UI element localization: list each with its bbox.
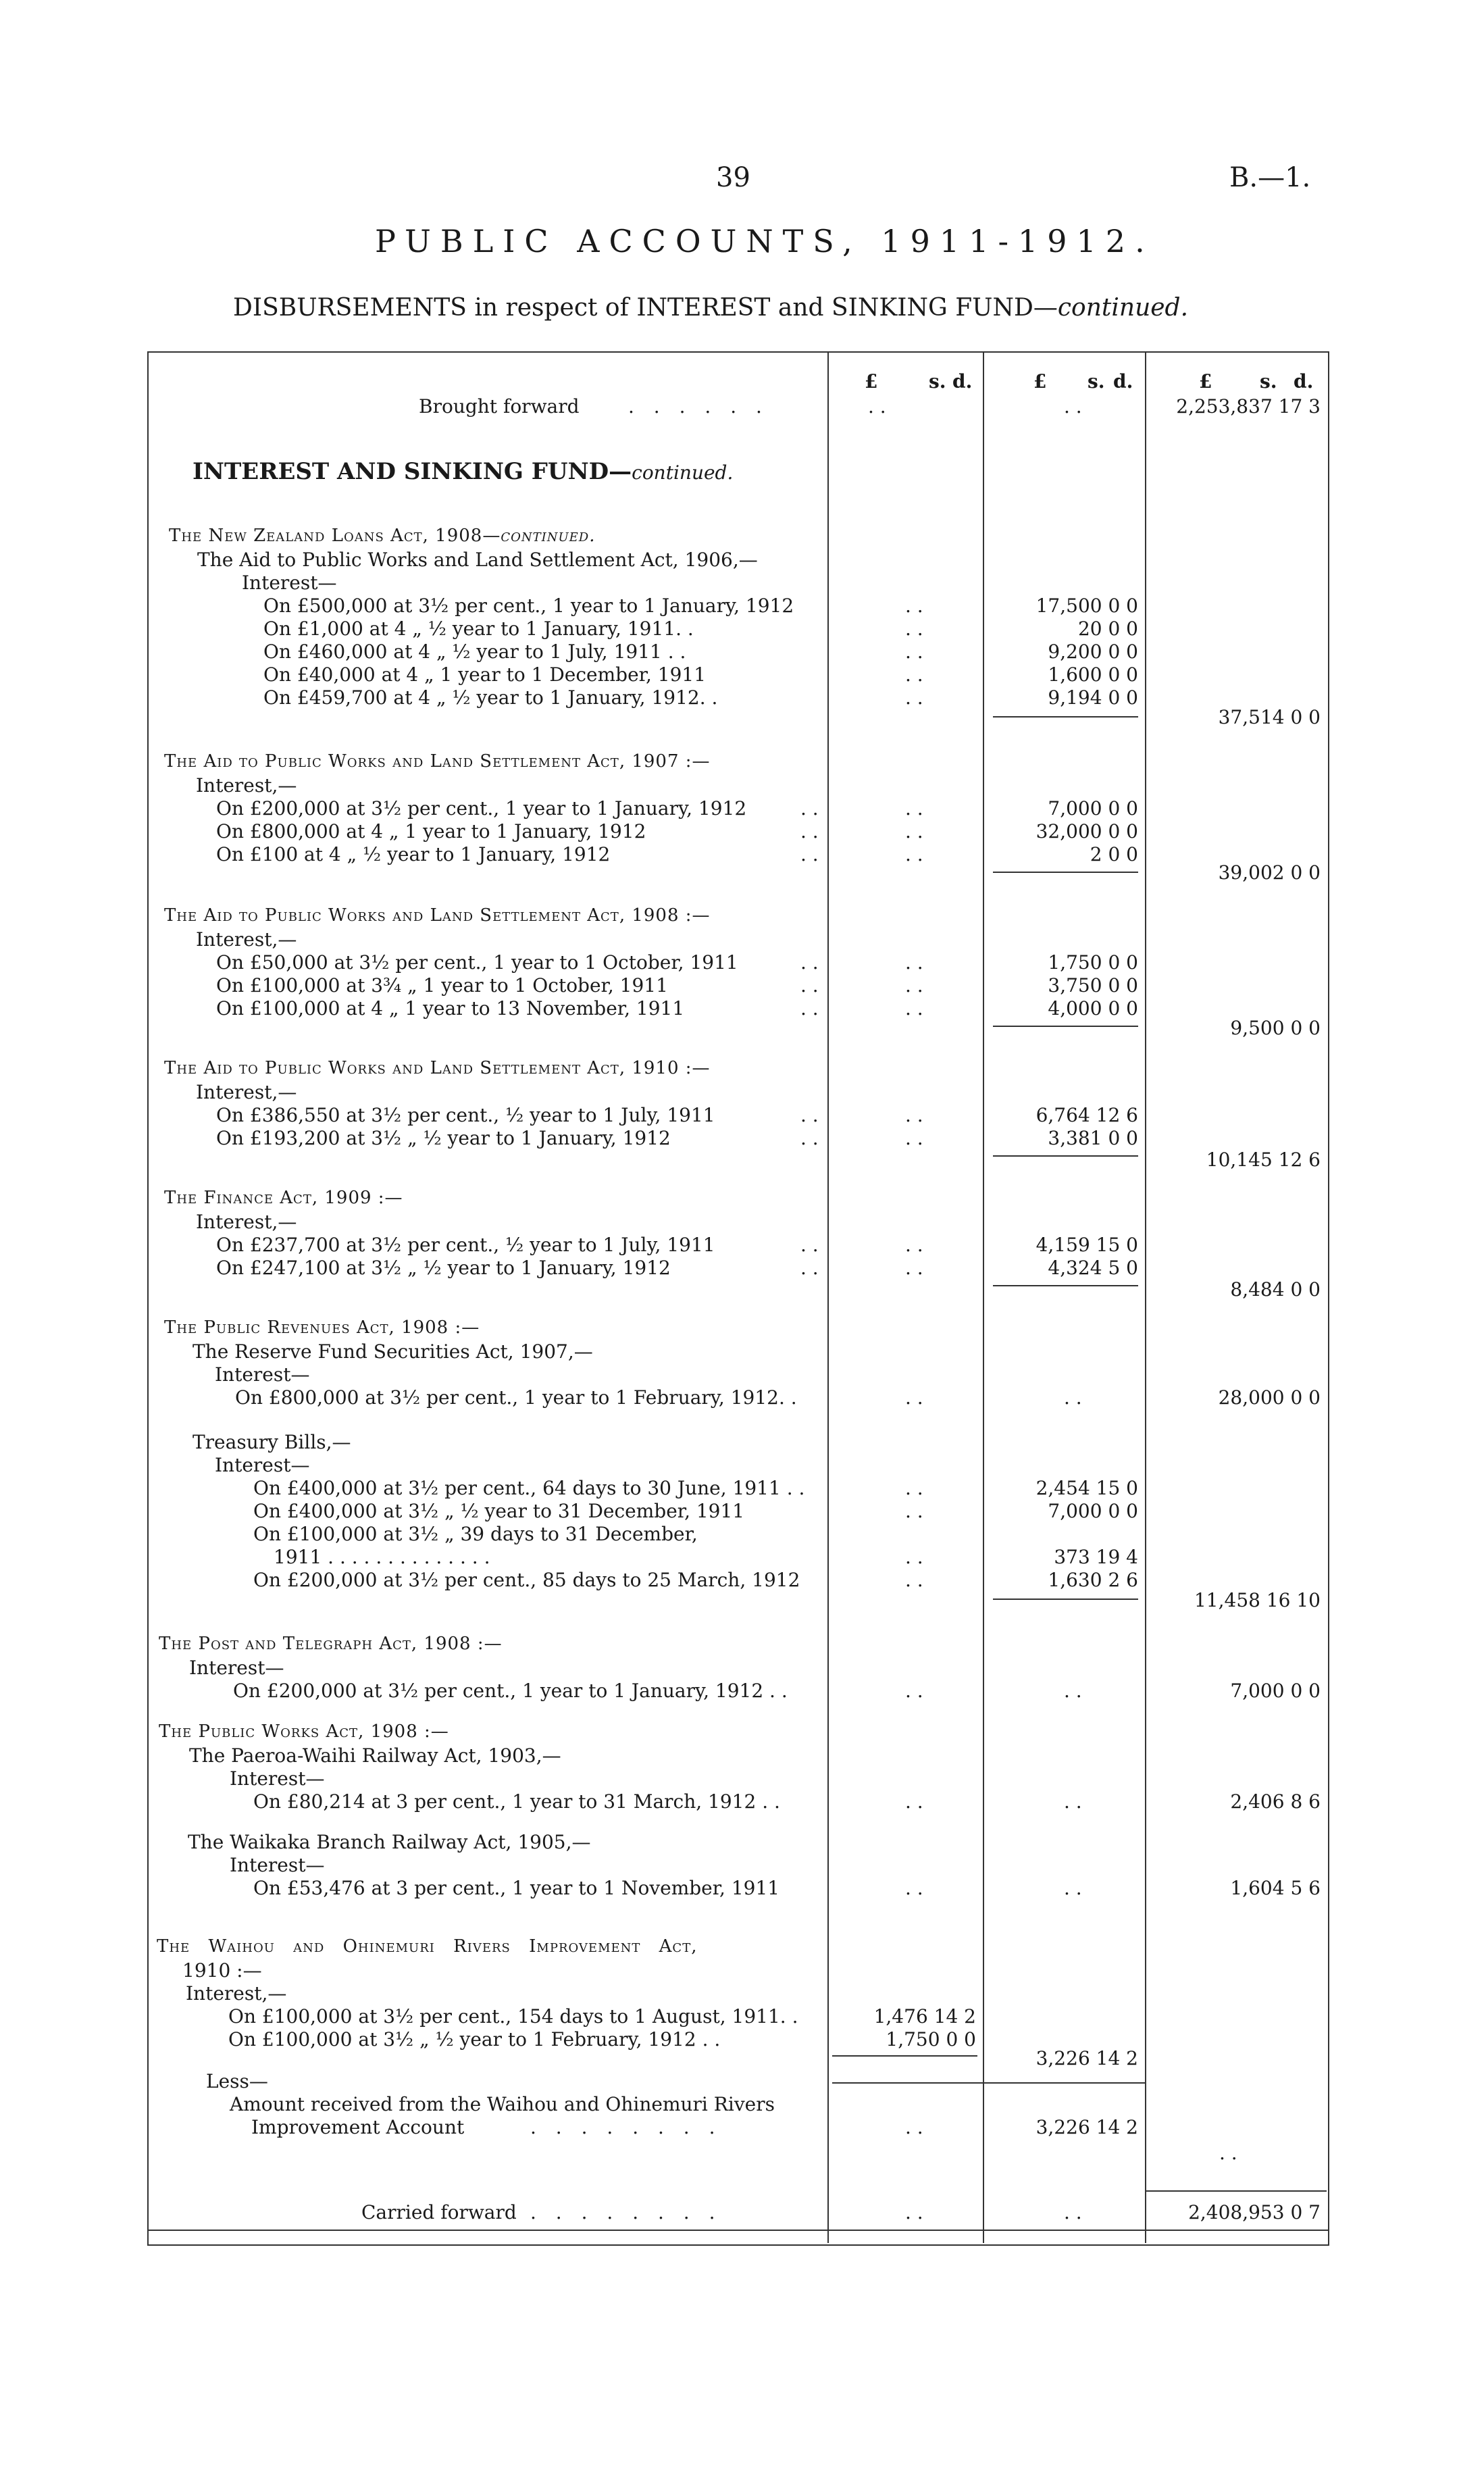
- nz-loans-row-1-dots: . .: [905, 618, 923, 640]
- col1-pounds-header: £: [865, 370, 878, 393]
- act1907-total: 39,002 0 0: [1218, 861, 1321, 884]
- waikaka-row-c2: . .: [1064, 1877, 1082, 1899]
- telegraph1908-row: On £200,000 at 3½ per cent., 1 year to 1 January, 1912 . .: [233, 1680, 788, 1702]
- revenues1908-interest: Interest—: [215, 1363, 310, 1386]
- carried-forward-label: Carried forward: [361, 2201, 517, 2223]
- waihou-row-0-c1: 1,476 14 2: [873, 2005, 976, 2028]
- carried-forward-dots: . . . . . . . .: [530, 2201, 722, 2223]
- act1907-row-2-c2: 2 0 0: [1090, 843, 1138, 865]
- finance1909-row-0-c2: 4,159 15 0: [1035, 1234, 1138, 1256]
- act1907-interest: Interest,—: [196, 774, 297, 797]
- nz-loans-row-0: On £500,000 at 3½ per cent., 1 year to 1 January, 1912: [263, 595, 794, 617]
- nz-loans-row-1-c2: 20 0 0: [1077, 618, 1138, 640]
- col3-shillings-header: s.: [1260, 370, 1277, 393]
- col1-pence-header: d.: [952, 370, 973, 393]
- act1907-row-1: On £800,000 at 4 „ 1 year to 1 January, 1912: [216, 820, 646, 842]
- paeroa-act: The Paeroa-Waihi Railway Act, 1903,—: [189, 1744, 561, 1767]
- act1910-row-1-dots: . .: [800, 1127, 819, 1149]
- telegraph1908-row-c2: . .: [1064, 1680, 1082, 1702]
- act1908-row-1-c2: 3,750 0 0: [1048, 974, 1138, 997]
- act1910-row-0-dots: . .: [800, 1104, 819, 1126]
- act1910-interest: Interest,—: [196, 1081, 297, 1103]
- act1907-row-0-c1: . .: [905, 797, 923, 820]
- carried-forward-c1: . .: [905, 2201, 923, 2223]
- column-divider-3: [1145, 351, 1146, 2243]
- act1908-row-1-dots: . .: [800, 974, 819, 997]
- treasury-bills-subtotal-rule: [993, 1599, 1138, 1600]
- column-divider-1: [827, 351, 829, 2243]
- publicworks1908-heading: The Public Works Act, 1908 :—: [159, 1721, 449, 1742]
- treasury-bills-label: Treasury Bills,—: [193, 1431, 351, 1453]
- waihou-heading-line1: The Waihou and Ohinemuri Rivers Improvement Act,: [157, 1936, 698, 1957]
- section-heading: [193, 458, 733, 485]
- brought-forward-c1: . .: [868, 395, 886, 418]
- revenues1908-sub: The Reserve Fund Securities Act, 1907,—: [193, 1340, 593, 1363]
- nz-loans-row-2: On £460,000 at 4 „ ½ year to 1 July, 1911 . .: [263, 640, 686, 663]
- treasury-bills-row-0: On £400,000 at 3½ per cent., 64 days to 30 June, 1911 . .: [253, 1477, 805, 1499]
- waihou-sum-c2: 3,226 14 2: [1035, 2047, 1138, 2069]
- act1908-row-1: On £100,000 at 3¾ „ 1 year to 1 October, 1911: [216, 974, 668, 997]
- act1907-row-0-dots: . .: [800, 797, 819, 820]
- waihou-less-c3: . .: [1219, 2142, 1237, 2164]
- document-reference: B.—1.: [1229, 162, 1311, 193]
- finance1909-heading: The Finance Act, 1909 :—: [164, 1188, 403, 1208]
- act1910-row-1-c1: . .: [905, 1127, 923, 1149]
- finance1909-row-0: On £237,700 at 3½ per cent., ½ year to 1 July, 1911: [216, 1234, 715, 1256]
- nz-loans-row-3-dots: . .: [905, 663, 923, 686]
- waihou-less-c2: 3,226 14 2: [1035, 2116, 1138, 2138]
- act1910-row-1: On £193,200 at 3½ „ ½ year to 1 January, 1912: [216, 1127, 671, 1149]
- treasury-bills-row-2: On £100,000 at 3½ „ 39 days to 31 December,: [253, 1523, 698, 1545]
- treasury-bills-row-3: 1911 . . . . . . . . . . . . . .: [274, 1546, 490, 1568]
- paeroa-interest: Interest—: [230, 1767, 325, 1790]
- act1908-interest: Interest,—: [196, 928, 297, 951]
- waihou-less-text1: Amount received from the Waihou and Ohinemuri Rivers: [230, 2093, 775, 2115]
- waikaka-act: The Waikaka Branch Railway Act, 1905,—: [188, 1831, 591, 1853]
- carried-forward-rule: [1145, 2190, 1327, 2192]
- finance1909-subtotal-rule: [993, 1285, 1138, 1286]
- subtitle-continued: continued.: [1057, 294, 1189, 322]
- act1907-row-1-c2: 32,000 0 0: [1035, 820, 1138, 842]
- waihou-heading-line2: 1910 :—: [182, 1959, 262, 1982]
- nz-loans-row-4-c2: 9,194 0 0: [1048, 686, 1138, 709]
- act1908-heading: The Aid to Public Works and Land Settlement Act, 1908 :—: [164, 905, 711, 926]
- telegraph1908-interest: Interest—: [189, 1657, 284, 1679]
- carried-forward-c3: 2,408,953 0 7: [1188, 2201, 1321, 2223]
- act1907-row-0-c2: 7,000 0 0: [1048, 797, 1138, 820]
- treasury-bills-row-1-c2: 7,000 0 0: [1048, 1500, 1138, 1522]
- treasury-bills-interest: Interest—: [215, 1454, 310, 1476]
- act1910-row-0-c2: 6,764 12 6: [1035, 1104, 1138, 1126]
- act1910-row-1-c2: 3,381 0 0: [1048, 1127, 1138, 1149]
- act1907-row-1-c1: . .: [905, 820, 923, 842]
- act1910-row-0: On £386,550 at 3½ per cent., ½ year to 1 July, 1911: [216, 1104, 715, 1126]
- waihou-subtotal-rule: [832, 2055, 977, 2057]
- nz-loans-row-4: On £459,700 at 4 „ ½ year to 1 January, 1912. .: [263, 686, 718, 709]
- section-heading-main: INTEREST AND SINKING FUND—: [193, 458, 632, 485]
- act1907-row-1-dots: . .: [800, 820, 819, 842]
- waihou-row-0: On £100,000 at 3½ per cent., 154 days to 1 August, 1911. .: [228, 2005, 798, 2028]
- brought-forward-c3: 2,253,837 17 3: [1176, 395, 1321, 418]
- col3-pence-header: d.: [1294, 370, 1314, 393]
- nz-loans-row-2-dots: . .: [905, 640, 923, 663]
- page-subtitle: [233, 294, 1188, 322]
- nz-loans-row-3: On £40,000 at 4 „ 1 year to 1 December, 1911: [263, 663, 707, 686]
- treasury-bills-row-0-c2: 2,454 15 0: [1035, 1477, 1138, 1499]
- revenues1908-heading: The Public Revenues Act, 1908 :—: [164, 1317, 480, 1338]
- waihou-row-1: On £100,000 at 3½ „ ½ year to 1 February, 1912 . .: [228, 2028, 721, 2050]
- act1908-subtotal-rule: [993, 1026, 1138, 1027]
- waihou-less-dots: . . . . . . . .: [530, 2116, 722, 2138]
- paeroa-row-c2: . .: [1064, 1790, 1082, 1813]
- waihou-less: Less—: [206, 2070, 268, 2092]
- nz-loans-row-0-dots: . .: [905, 595, 923, 617]
- act1907-row-0: On £200,000 at 3½ per cent., 1 year to 1 January, 1912: [216, 797, 747, 820]
- nz-loans-heading-main: The New Zealand Loans Act, 1908—: [169, 526, 501, 546]
- nz-loans-row-4-dots: . .: [905, 686, 923, 709]
- nz-loans-row-3-c2: 1,600 0 0: [1048, 663, 1138, 686]
- brought-forward-c2: . .: [1064, 395, 1082, 418]
- treasury-bills-row-4-c1: . .: [905, 1569, 923, 1591]
- revenues1908-row-c1: . .: [905, 1386, 923, 1409]
- nz-loans-row-1: On £1,000 at 4 „ ½ year to 1 January, 1911. .: [263, 618, 694, 640]
- brought-forward-label: Brought forward: [419, 395, 580, 418]
- treasury-bills-row-4-c2: 1,630 2 6: [1048, 1569, 1138, 1591]
- nz-loans-subtotal-rule: [993, 716, 1138, 718]
- treasury-bills-row-0-c1: . .: [905, 1477, 923, 1499]
- page-number: 39: [716, 162, 750, 193]
- page-title: PUBLIC ACCOUNTS, 1911-1912.: [375, 223, 1154, 259]
- act1908-row-0-c2: 1,750 0 0: [1048, 951, 1138, 974]
- treasury-bills-row-3-c1: . .: [905, 1546, 923, 1568]
- act1907-heading: The Aid to Public Works and Land Settlement Act, 1907 :—: [164, 751, 711, 772]
- waikaka-row-c1: . .: [905, 1877, 923, 1899]
- treasury-bills-row-1-c1: . .: [905, 1500, 923, 1522]
- brought-forward-dots: . . . . . .: [628, 395, 769, 418]
- act1907-subtotal-rule: [993, 872, 1138, 873]
- telegraph1908-row-c1: . .: [905, 1680, 923, 1702]
- column-divider-2: [983, 351, 984, 2243]
- col2-shillings-header: s.: [1088, 370, 1105, 393]
- finance1909-total: 8,484 0 0: [1230, 1278, 1321, 1301]
- finance1909-row-1-c1: . .: [905, 1257, 923, 1279]
- nz-loans-heading-continued: continued.: [501, 526, 596, 546]
- nz-loans-row-0-c2: 17,500 0 0: [1035, 595, 1138, 617]
- act1910-subtotal-rule: [993, 1155, 1138, 1157]
- revenues1908-row: On £800,000 at 3½ per cent., 1 year to 1 February, 1912. .: [235, 1386, 797, 1409]
- act1908-row-0-dots: . .: [800, 951, 819, 974]
- col3-pounds-header: £: [1199, 370, 1212, 393]
- finance1909-row-0-dots: . .: [800, 1234, 819, 1256]
- waihou-interest: Interest,—: [186, 1982, 287, 2005]
- revenues1908-row-c2: . .: [1064, 1386, 1082, 1409]
- waikaka-row-c3: 1,604 5 6: [1230, 1877, 1321, 1899]
- telegraph1908-heading: The Post and Telegraph Act, 1908 :—: [159, 1634, 503, 1654]
- act1908-row-0: On £50,000 at 3½ per cent., 1 year to 1 October, 1911: [216, 951, 738, 974]
- carried-forward-c2: . .: [1064, 2201, 1082, 2223]
- act1910-row-0-c1: . .: [905, 1104, 923, 1126]
- act1907-row-2-c1: . .: [905, 843, 923, 865]
- act1908-row-2-c2: 4,000 0 0: [1048, 997, 1138, 1020]
- paeroa-row-c1: . .: [905, 1790, 923, 1813]
- telegraph1908-row-c3: 7,000 0 0: [1230, 1680, 1321, 1702]
- act1908-row-1-c1: . .: [905, 974, 923, 997]
- act1907-row-2: On £100 at 4 „ ½ year to 1 January, 1912: [216, 843, 611, 865]
- act1908-row-0-c1: . .: [905, 951, 923, 974]
- treasury-bills-row-1: On £400,000 at 3½ „ ½ year to 31 December, 1911: [253, 1500, 745, 1522]
- waihou-less-c1: . .: [905, 2116, 923, 2138]
- act1908-total: 9,500 0 0: [1230, 1017, 1321, 1039]
- waikaka-interest: Interest—: [230, 1854, 325, 1876]
- treasury-bills-row-4: On £200,000 at 3½ per cent., 85 days to 25 March, 1912: [253, 1569, 800, 1591]
- act1910-heading: The Aid to Public Works and Land Settlement Act, 1910 :—: [164, 1058, 711, 1078]
- act1910-total: 10,145 12 6: [1206, 1149, 1321, 1171]
- finance1909-row-1-dots: . .: [800, 1257, 819, 1279]
- nz-loans-heading: [169, 526, 595, 546]
- nz-loans-sub: The Aid to Public Works and Land Settlement Act, 1906,—: [197, 549, 758, 571]
- finance1909-row-0-c1: . .: [905, 1234, 923, 1256]
- col2-pence-header: d.: [1113, 370, 1133, 393]
- finance1909-row-1-c2: 4,324 5 0: [1048, 1257, 1138, 1279]
- table-bottom-rule: [147, 2230, 1328, 2231]
- nz-loans-interest: Interest—: [242, 572, 337, 594]
- act1908-row-2: On £100,000 at 4 „ 1 year to 13 November, 1911: [216, 997, 685, 1020]
- subtitle-main: DISBURSEMENTS in respect of INTEREST and SINKING FUND—: [233, 294, 1058, 322]
- waikaka-row: On £53,476 at 3 per cent., 1 year to 1 November, 1911: [253, 1877, 780, 1899]
- finance1909-interest: Interest,—: [196, 1211, 297, 1233]
- paeroa-row: On £80,214 at 3 per cent., 1 year to 31 March, 1912 . .: [253, 1790, 780, 1813]
- nz-loans-row-2-c2: 9,200 0 0: [1048, 640, 1138, 663]
- treasury-bills-total: 11,458 16 10: [1194, 1589, 1321, 1611]
- section-heading-continued: continued.: [632, 461, 734, 484]
- act1907-row-2-dots: . .: [800, 843, 819, 865]
- paeroa-row-c3: 2,406 8 6: [1230, 1790, 1321, 1813]
- act1908-row-2-c1: . .: [905, 997, 923, 1020]
- waihou-less-rule: [832, 2082, 1145, 2084]
- nz-loans-total: 37,514 0 0: [1218, 706, 1321, 728]
- waihou-row-1-c1: 1,750 0 0: [886, 2028, 976, 2050]
- waihou-less-text2: Improvement Account: [251, 2116, 465, 2138]
- col1-shillings-header: s.: [929, 370, 946, 393]
- act1908-row-2-dots: . .: [800, 997, 819, 1020]
- col2-pounds-header: £: [1033, 370, 1047, 393]
- revenues1908-row-c3: 28,000 0 0: [1218, 1386, 1321, 1409]
- treasury-bills-row-3-c2: 373 19 4: [1054, 1546, 1138, 1568]
- finance1909-row-1: On £247,100 at 3½ „ ½ year to 1 January, 1912: [216, 1257, 671, 1279]
